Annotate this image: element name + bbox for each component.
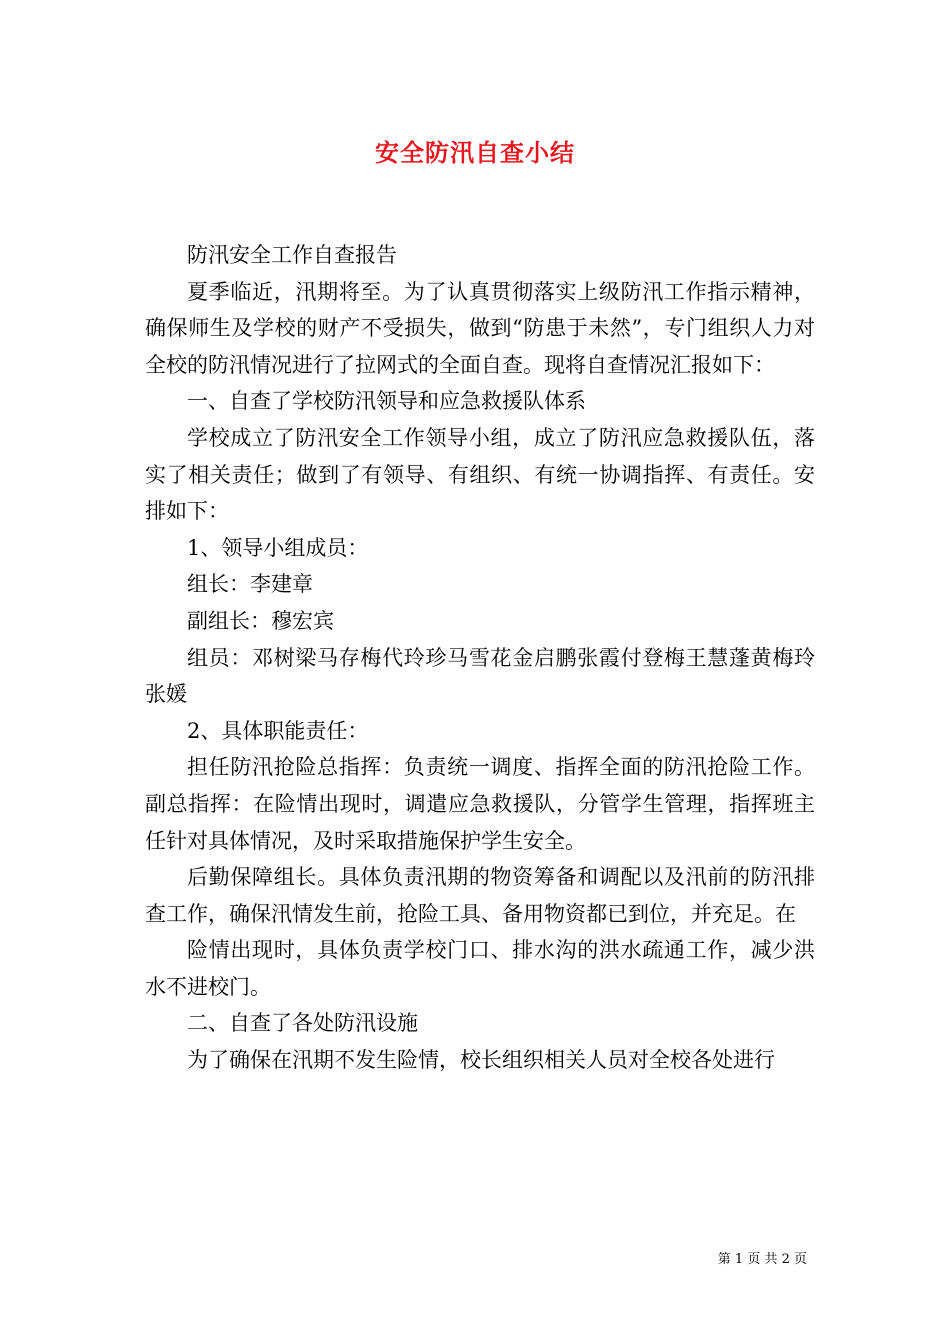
paragraph-section-2: 为了确保在汛期不发生险情，校长组织相关人员对全校各处进行 (187, 1048, 775, 1073)
leader-group-members: 组员：邓树梁马存梅代玲珍马雪花金启鹏张霞付登梅王慧蓬黄梅玲张媛 (145, 645, 815, 707)
leader-group-deputy: 副组长：穆宏宾 (187, 608, 334, 633)
list-heading-leaders: 1、领导小组成员： (187, 535, 369, 560)
paragraph-report-heading: 防汛安全工作自查报告 (187, 243, 397, 267)
paragraph-intro: 夏季临近，汛期将至。为了认真贯彻落实上级防汛工作指示精神，确保师生及学校的财产不受损失，做到“防患于未然”，专门组织人力对全校的防汛情况进行了拉网式的全面自查。现将自查情况汇报如下： (145, 279, 815, 377)
section-heading-1: 一、自查了学校防汛领导和应急救援队体系 (187, 389, 586, 414)
paragraph-emergency-duties: 险情出现时，具体负责学校门口、排水沟的洪水疏通工作，减少洪水不进校门。 (145, 938, 815, 999)
paragraph-logistics-duties: 后勤保障组长。具体负责汛期的物资筹备和调配以及汛前的防汛排查工作，确保汛情发生前，抢险工具、备用物资都已到位，并充足。在 (145, 865, 815, 926)
document-body (145, 237, 815, 1079)
list-heading-duties: 2、具体职能责任： (187, 718, 369, 743)
paragraph-commander-duties: 担任防汛抢险总指挥：负责统一调度、指挥全面的防汛抢险工作。副总指挥：在险情出现时，调遣应急救援队，分管学生管理，指挥班主任针对具体情况，及时采取措施保护学生安全。 (145, 755, 815, 853)
section-heading-2: 二、自查了各处防汛设施 (187, 1011, 418, 1036)
page-number: 第 1 页 共 2 页 (717, 1252, 807, 1267)
document-title: 安全防汛自查小结 (375, 138, 575, 167)
paragraph-section-1: 学校成立了防汛安全工作领导小组，成立了防汛应急救援队伍，落实了相关责任；做到了有领导、有组织、有统一协调指挥、有责任。安排如下： (145, 425, 815, 524)
leader-group-head: 组长：李建章 (187, 572, 313, 597)
